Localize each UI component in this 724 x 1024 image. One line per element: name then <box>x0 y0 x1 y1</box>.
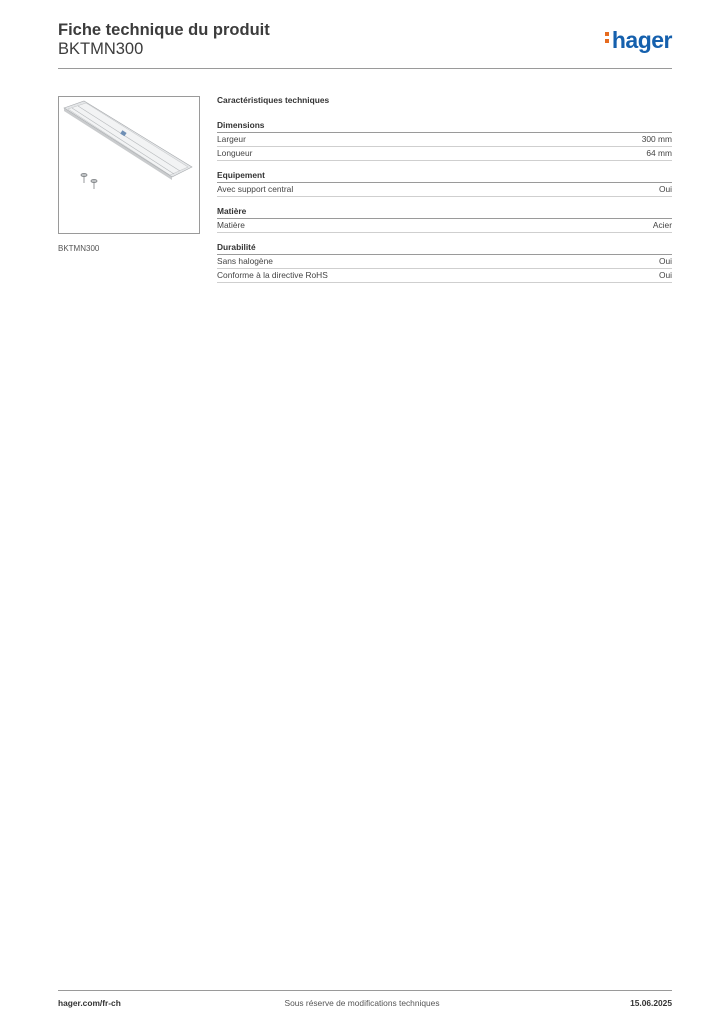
spec-row-matiere <box>217 219 672 233</box>
section-matiere <box>217 206 672 233</box>
section-heading: Equipement <box>217 170 672 183</box>
specs-title: Caractéristiques techniques <box>217 95 330 105</box>
spec-row-longueur <box>217 147 672 161</box>
section-heading: Matière <box>217 206 672 219</box>
spec-label: Avec support central <box>217 184 294 194</box>
image-caption: BKTMN300 <box>58 244 100 253</box>
section-equipement <box>217 170 672 197</box>
product-image <box>58 96 200 234</box>
section-heading: Durabilité <box>217 242 672 255</box>
spec-value: 300 mm <box>641 134 672 144</box>
spec-label: Longueur <box>217 148 253 158</box>
product-code: BKTMN300 <box>58 40 144 58</box>
spec-label: Largeur <box>217 134 246 144</box>
spec-value: Oui <box>658 256 672 266</box>
section-dimensions <box>217 120 672 161</box>
spec-row-rohs <box>217 269 672 283</box>
spec-label: Matière <box>217 220 245 230</box>
footer-website-link[interactable]: hager.com/fr-ch <box>58 998 121 1008</box>
spec-label: Sans halogène <box>217 256 273 266</box>
technical-specifications <box>217 95 672 292</box>
logo-text: hager <box>611 27 672 53</box>
spec-row-support-central <box>217 183 672 197</box>
footer-date: 15.06.2025 <box>630 998 672 1008</box>
spec-row-largeur <box>217 133 672 147</box>
section-heading: Dimensions <box>217 120 672 133</box>
spec-value: 64 mm <box>646 148 672 158</box>
header-divider <box>58 68 672 69</box>
hager-logo <box>605 27 672 54</box>
spec-row-sans-halogene <box>217 255 672 269</box>
cable-tray-illustration-icon <box>59 97 199 233</box>
footer-divider <box>58 990 672 991</box>
spec-label: Conforme à la directive RoHS <box>217 270 328 280</box>
logo-colon-icon <box>605 29 611 46</box>
spec-value: Oui <box>658 184 672 194</box>
spec-value: Oui <box>658 270 672 280</box>
spec-value: Acier <box>652 220 672 230</box>
document-title: Fiche technique du produit <box>58 21 270 39</box>
footer-disclaimer: Sous réserve de modifications techniques <box>284 998 440 1008</box>
section-durabilite <box>217 242 672 283</box>
